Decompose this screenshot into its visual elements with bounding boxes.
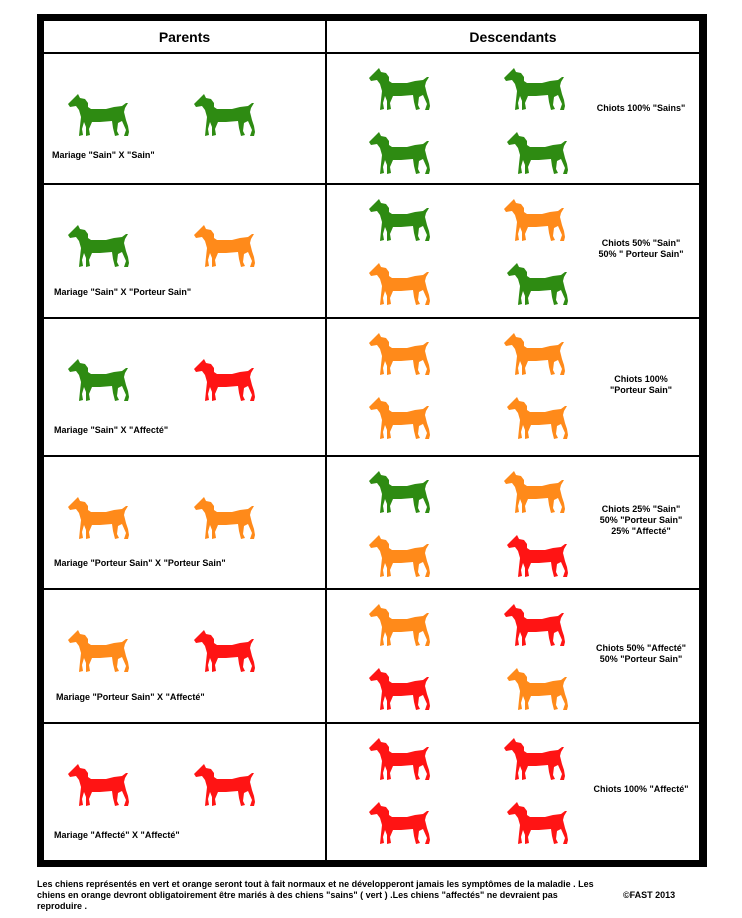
parents-cell <box>44 724 325 860</box>
pup-dog-icon <box>505 796 571 850</box>
descendants-cell <box>327 54 699 183</box>
parent-dog-icon <box>66 624 132 678</box>
parent-dog-icon <box>192 624 258 678</box>
result-label: Chiots 50% "Affecté" 50% "Porteur Sain" <box>595 643 687 664</box>
pup-dog-icon <box>367 529 433 583</box>
descendants-cell <box>327 185 699 317</box>
parent-dog-icon <box>192 88 258 142</box>
pup-dog-icon <box>367 257 433 311</box>
result-label: Chiots 100% "Affecté" <box>593 784 689 794</box>
pup-dog-icon <box>367 327 433 381</box>
result-label: Chiots 100% "Sains" <box>596 103 686 113</box>
pup-dog-icon <box>367 598 433 652</box>
header-descendants: Descendants <box>327 21 699 52</box>
pup-dog-icon <box>367 126 433 180</box>
mariage-label: Mariage "Sain" X "Porteur Sain" <box>54 287 192 297</box>
pup-dog-icon <box>505 529 571 583</box>
mariage-label: Mariage "Affecté" X "Affecté" <box>54 830 180 840</box>
mariage-label: Mariage "Sain" X "Sain" <box>52 150 155 160</box>
pup-dog-icon <box>505 126 571 180</box>
pup-dog-icon <box>367 391 433 445</box>
pup-dog-icon <box>367 796 433 850</box>
parent-dog-icon <box>192 758 258 812</box>
descendants-cell <box>327 590 699 722</box>
pup-dog-icon <box>367 193 433 247</box>
descendants-cell <box>327 724 699 860</box>
pup-dog-icon <box>367 662 433 716</box>
parent-dog-icon <box>66 758 132 812</box>
parent-dog-icon <box>192 353 258 407</box>
parents-cell <box>44 319 325 455</box>
pup-dog-icon <box>505 662 571 716</box>
parent-dog-icon <box>66 219 132 273</box>
pup-dog-icon <box>505 257 571 311</box>
parent-dog-icon <box>192 491 258 545</box>
pup-dog-icon <box>502 465 568 519</box>
header-parents: Parents <box>44 21 325 52</box>
parent-dog-icon <box>66 491 132 545</box>
pup-dog-icon <box>502 327 568 381</box>
breeding-table <box>37 14 707 867</box>
descendants-cell <box>327 457 699 588</box>
pup-dog-icon <box>367 732 433 786</box>
result-label: Chiots 50% "Sain" 50% " Porteur Sain" <box>598 238 684 259</box>
pup-dog-icon <box>502 598 568 652</box>
parent-dog-icon <box>66 353 132 407</box>
parents-cell <box>44 590 325 722</box>
parent-dog-icon <box>66 88 132 142</box>
pup-dog-icon <box>367 62 433 116</box>
mariage-label: Mariage "Sain" X "Affecté" <box>54 425 169 435</box>
parents-cell <box>44 457 325 588</box>
descendants-cell <box>327 319 699 455</box>
pup-dog-icon <box>367 465 433 519</box>
mariage-label: Mariage "Porteur Sain" X "Porteur Sain" <box>54 558 226 568</box>
copyright: ©FAST 2013 <box>623 890 676 900</box>
pup-dog-icon <box>505 391 571 445</box>
parent-dog-icon <box>192 219 258 273</box>
result-label: Chiots 100% "Porteur Sain" <box>609 374 673 395</box>
result-label: Chiots 25% "Sain" 50% "Porteur Sain" 25% "Affecté" <box>599 504 683 536</box>
mariage-label: Mariage "Porteur Sain" X "Affecté" <box>56 692 205 702</box>
pup-dog-icon <box>502 193 568 247</box>
parents-cell <box>44 54 325 183</box>
pup-dog-icon <box>502 62 568 116</box>
pup-dog-icon <box>502 732 568 786</box>
parents-cell <box>44 185 325 317</box>
footer-note: Les chiens représentés en vert et orange seront tout à fait normaux et ne développeront jamais les symptômes de la maladie . Les chiens en orange devront obligatoirement être mariés à des chiens "sains" ( vert ) .Les chiens "affectés" ne devraient pas reproduire . <box>37 879 594 911</box>
